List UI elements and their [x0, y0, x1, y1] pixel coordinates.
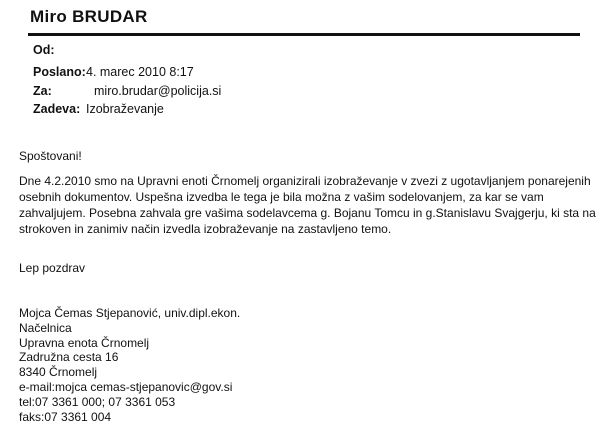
signature-block [19, 306, 240, 424]
signature-name: Mojca Čemas Stjepanović, univ.dipl.ekon. [19, 306, 241, 320]
paragraph-line: zahvaljujem. Posebna zahvala gre vašima sodelavcema g. Bojanu Tomcu in g.Stanislavu Svajgerju, ki sta na [19, 206, 596, 220]
signature-city: 8340 Črnomelj [19, 365, 98, 380]
header-row-subject [33, 102, 164, 116]
greeting: Spoštovani! [19, 149, 82, 163]
signature-title: Načelnica [19, 320, 72, 335]
to-value: miro.brudar@policija.si [94, 84, 222, 98]
body-paragraph [19, 173, 596, 237]
to-label: Za: [33, 84, 52, 98]
subject-value: Izobraževanje [86, 102, 164, 116]
signature-street: Zadružna cesta 16 [19, 350, 119, 365]
header-row-from [33, 43, 86, 57]
signature-office: Upravna enota Črnomelj [19, 335, 150, 350]
sender-name: Miro BRUDAR [30, 7, 148, 26]
sent-value: 4. marec 2010 8:17 [86, 65, 194, 79]
signature-phone: tel:07 3361 000; 07 3361 053 [19, 394, 176, 409]
paragraph-line: Dne 4.2.2010 smo na Upravni enoti Črnomelj organizirali izobraževanje v zvezi z ugotavljanjem ponarejenih [19, 174, 591, 188]
signature-fax: faks:07 3361 004 [19, 409, 112, 424]
paragraph-line: strokoven in zanimiv način izvedla izobraževanje na zastavljeno temo. [19, 222, 392, 236]
paragraph-line: osebnih dokumentov. Uspešna izvedba le tega je bila možna z vašim sodelovanjem, za kar se vam [19, 190, 544, 204]
signature-email: e-mail:mojca cemas-stjepanovic@gov.si [19, 379, 233, 394]
header-divider [28, 33, 580, 36]
header-row-to [33, 84, 221, 98]
from-label: Od: [33, 43, 55, 57]
header-row-sent [33, 65, 194, 79]
sent-label: Poslano: [33, 65, 86, 79]
closing: Lep pozdrav [19, 261, 86, 275]
subject-label: Zadeva: [33, 102, 81, 116]
